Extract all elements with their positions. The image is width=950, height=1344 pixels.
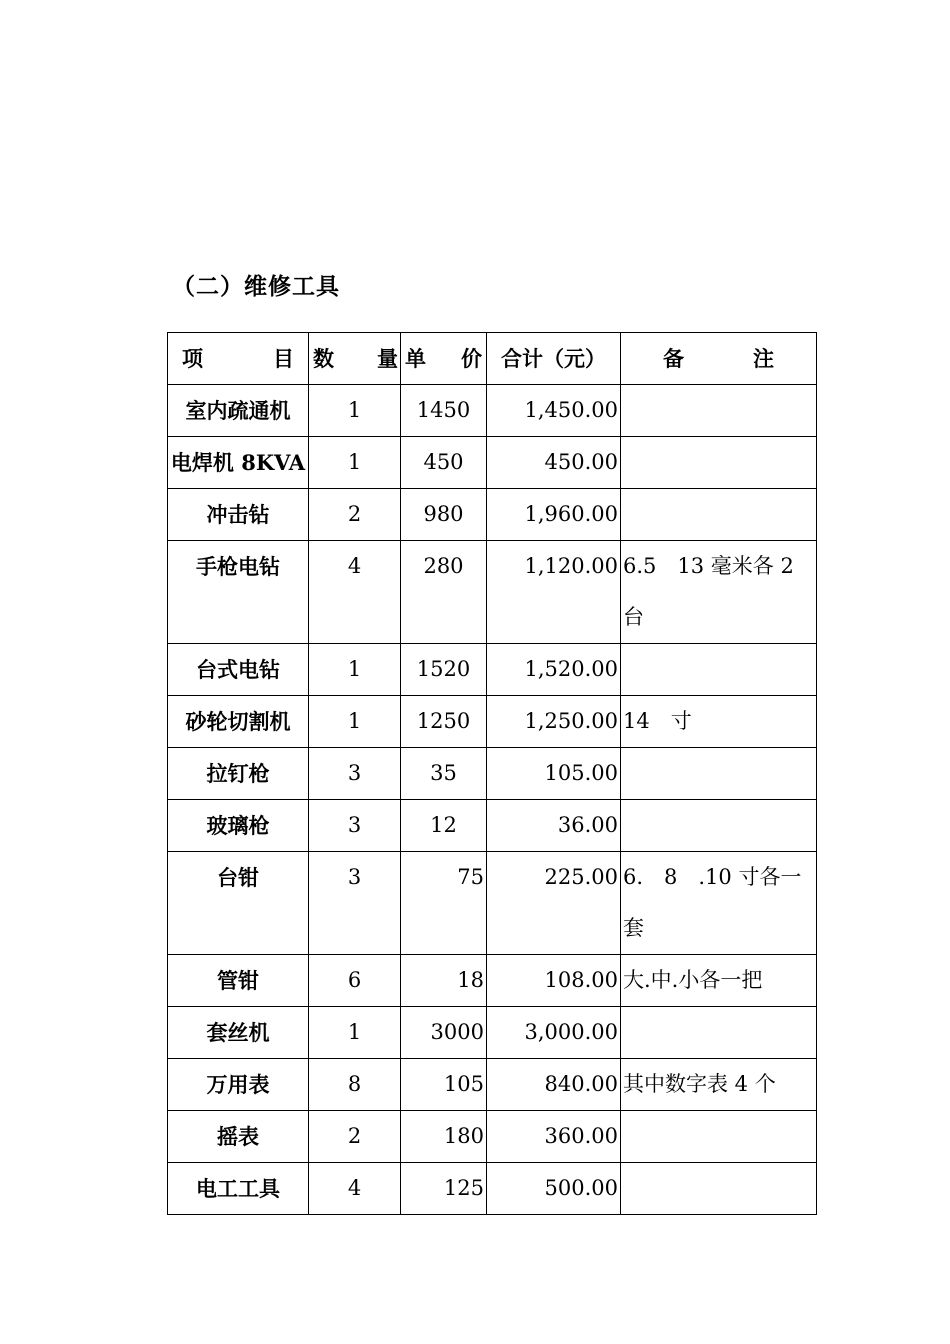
qty-cell: 8 [309, 1059, 401, 1111]
tools-table [167, 332, 817, 1215]
table-row [168, 696, 817, 748]
note-cell [621, 800, 817, 852]
note-cell [621, 1007, 817, 1059]
header-total: 合计（元） [487, 333, 621, 385]
table-row [168, 1059, 817, 1111]
item-name-cell: 台钳 [168, 852, 309, 955]
item-name-cell: 手枪电钻 [168, 541, 309, 644]
item-name-cell: 电工工具 [168, 1163, 309, 1215]
qty-cell: 3 [309, 748, 401, 800]
item-name-cell: 摇表 [168, 1111, 309, 1163]
table-row [168, 644, 817, 696]
total-cell: 1,450.00 [487, 385, 621, 437]
total-cell: 1,960.00 [487, 489, 621, 541]
total-cell: 225.00 [487, 852, 621, 955]
qty-cell: 1 [309, 437, 401, 489]
qty-cell: 1 [309, 644, 401, 696]
qty-cell: 6 [309, 955, 401, 1007]
table-row [168, 489, 817, 541]
note-cell: 14 寸 [621, 696, 817, 748]
unit-price-cell: 125 [401, 1163, 487, 1215]
total-cell: 1,250.00 [487, 696, 621, 748]
unit-price-cell: 180 [401, 1111, 487, 1163]
total-cell: 108.00 [487, 955, 621, 1007]
unit-price-cell: 35 [401, 748, 487, 800]
note-cell [621, 385, 817, 437]
qty-cell: 1 [309, 696, 401, 748]
item-name-cell: 台式电钻 [168, 644, 309, 696]
unit-price-cell: 280 [401, 541, 487, 644]
note-cell [621, 644, 817, 696]
header-note: 备 注 [621, 333, 817, 385]
table-row [168, 541, 817, 644]
qty-cell: 4 [309, 541, 401, 644]
qty-cell: 3 [309, 800, 401, 852]
item-name-cell: 玻璃枪 [168, 800, 309, 852]
qty-cell: 4 [309, 1163, 401, 1215]
item-name-cell: 室内疏通机 [168, 385, 309, 437]
note-cell: 其中数字表 4 个 [621, 1059, 817, 1111]
table-row [168, 852, 817, 955]
unit-price-cell: 75 [401, 852, 487, 955]
total-cell: 105.00 [487, 748, 621, 800]
unit-price-cell: 1250 [401, 696, 487, 748]
note-cell: 大.中.小各一把 [621, 955, 817, 1007]
header-item: 项 目 [168, 333, 309, 385]
qty-cell: 1 [309, 1007, 401, 1059]
unit-price-cell: 18 [401, 955, 487, 1007]
item-name-cell: 冲击钻 [168, 489, 309, 541]
table-row [168, 955, 817, 1007]
header-price: 单 价 [401, 333, 487, 385]
header-qty: 数 量 [309, 333, 401, 385]
unit-price-cell: 105 [401, 1059, 487, 1111]
table-row [168, 1111, 817, 1163]
unit-price-cell: 450 [401, 437, 487, 489]
qty-cell: 2 [309, 489, 401, 541]
total-cell: 360.00 [487, 1111, 621, 1163]
note-cell: 6. 8 .10 寸各一套 [621, 852, 817, 955]
note-cell [621, 748, 817, 800]
total-cell: 3,000.00 [487, 1007, 621, 1059]
qty-cell: 2 [309, 1111, 401, 1163]
note-cell [621, 437, 817, 489]
total-cell: 1,520.00 [487, 644, 621, 696]
total-cell: 36.00 [487, 800, 621, 852]
unit-price-cell: 1520 [401, 644, 487, 696]
table-row [168, 437, 817, 489]
table-header-row [168, 333, 817, 385]
table-row [168, 1007, 817, 1059]
item-name-cell: 万用表 [168, 1059, 309, 1111]
note-cell [621, 1163, 817, 1215]
qty-cell: 3 [309, 852, 401, 955]
total-cell: 840.00 [487, 1059, 621, 1111]
total-cell: 500.00 [487, 1163, 621, 1215]
note-cell [621, 1111, 817, 1163]
unit-price-cell: 12 [401, 800, 487, 852]
section-title: （二）维修工具 [172, 273, 340, 300]
total-cell: 450.00 [487, 437, 621, 489]
unit-price-cell: 3000 [401, 1007, 487, 1059]
item-name-cell: 砂轮切割机 [168, 696, 309, 748]
table-row [168, 800, 817, 852]
item-name-cell: 管钳 [168, 955, 309, 1007]
note-cell [621, 489, 817, 541]
note-cell: 6.5 13 毫米各 2 台 [621, 541, 817, 644]
total-cell: 1,120.00 [487, 541, 621, 644]
table-row [168, 748, 817, 800]
table-row [168, 385, 817, 437]
unit-price-cell: 980 [401, 489, 487, 541]
table-row [168, 1163, 817, 1215]
qty-cell: 1 [309, 385, 401, 437]
item-name-cell: 拉钉枪 [168, 748, 309, 800]
item-name-cell: 套丝机 [168, 1007, 309, 1059]
unit-price-cell: 1450 [401, 385, 487, 437]
item-name-cell: 电焊机 8KVA [168, 437, 309, 489]
